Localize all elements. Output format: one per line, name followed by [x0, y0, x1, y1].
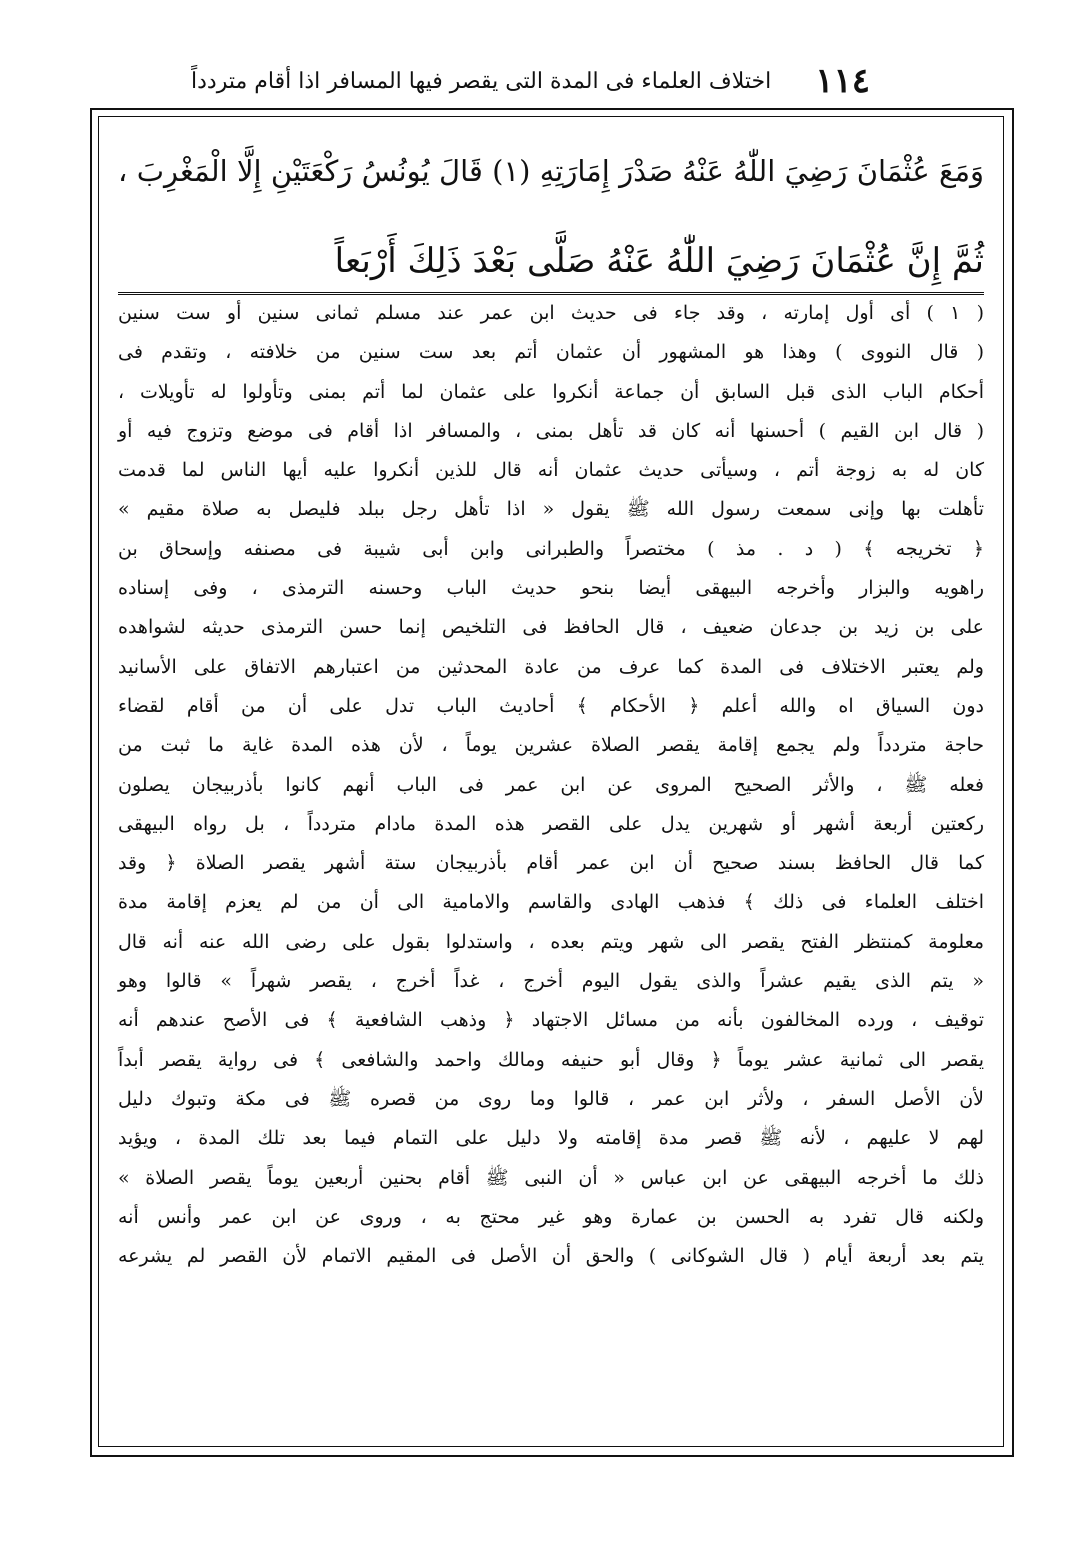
footnote-line: معلومة كمنتظر الفتح يقصر الى شهر ويتم بعده ، واستدلوا بقول على رضى الله عنه أنه قال — [118, 930, 984, 953]
footnote-line: اختلف العلماء فى ذلك ﴾ فذهب الهادى والقاسم والامامية الى أن من لم يعزم إقامة مدة — [118, 891, 984, 914]
footnote-line: على بن زيد بن جدعان ضعيف ، قال الحافظ فى التلخيص إنما حسن الترمذى حديثه لشواهده — [118, 616, 984, 639]
footnote-line: ( قال ابن القيم ) أحسنها أنه كان قد تأهل بمنى ، والمسافر اذا أقام فى موضع وتزوج فيه أو — [118, 419, 984, 442]
hadith-line: وَمَعَ عُثْمَانَ رَضِيَ اللّٰهُ عَنْهُ صَدْرَ إِمَارَتِهِ (١) قَالَ يُونُسُ رَكْعَتَيْنِ إِلَّا الْمَغْرِبَ ، — [118, 154, 984, 188]
footnote-line: توقيف ، ورده المخالفون بأنه من مسائل الاجتهاد ﴿ وذهب الشافعية ﴾ فى الأصح عندهم أنه — [118, 1009, 984, 1032]
footnote-line: ذلك ما أخرجه البيهقى عن ابن عباس « أن النبى ﷺ أقام بحنين أربعين يوماً يقصر الصلاة » — [118, 1166, 984, 1189]
footnote-line: راهويه والبزار وأخرجه البيهقى أيضا بنحو حديث الباب وحسنه الترمذى ، وفى إسناده — [118, 577, 984, 600]
footnote-line: ﴿ تخريجه ﴾ ( د . مذ ) مختصراً والطبرانى وابن أبى شيبة فى مصنفه وإسحاق بن — [118, 537, 984, 560]
footnote-line: فعله ﷺ ، والأثر الصحيح المروى عن ابن عمر فى الباب أنهم كانوا بأذربيجان يصلون — [118, 773, 984, 796]
hadith-text — [118, 126, 984, 306]
footnote-line: لأن الأصل السفر ، ولأثر ابن عمر ، قالوا وما روى من قصره ﷺ فى مكة وتبوك دليل — [118, 1087, 984, 1110]
footnote-line: ركعتين أربعة أشهر أو شهرين يدل على القصر هذه المدة مادام متردداً ، بل رواه البيهقى — [118, 812, 984, 835]
page-number: ١١٤ — [815, 61, 870, 101]
footnote-line: ولم يعتبر الاختلاف فى المدة كما عرف من عادة المحدثين من اعتبارهم الاتفاق على الأسانيد — [118, 655, 984, 678]
page-header — [180, 58, 870, 104]
footnote-line: لهم لا عليهم ، لأنه ﷺ قصر مدة إقامته ولا دليل على التمام فيما بعد تلك المدة ، ويؤيد — [118, 1127, 984, 1150]
footnote-line: أحكام الباب الذى قبل السابق أن جماعة أنكروا على عثمان لما أتم بمنى وتأولوا له تأويلات ، — [118, 380, 984, 403]
footnote-line: كان له به زوجة أتم ، وسيأتى حديث عثمان أنه قال للذين أنكروا عليه أيها الناس لما قدمت — [118, 459, 984, 482]
footnote-line: ولكنه قال تفرد به الحسن بن عمارة وهو غير محتج به ، وروى عن ابن عمر وأنس أنه — [118, 1205, 984, 1228]
hadith-line: ثُمَّ إِنَّ عُثْمَانَ رَضِيَ اللّٰهُ عَنْهُ صَلَّى بَعْدَ ذَلِكَ أَرْبَعاً — [334, 241, 984, 281]
footnote-line: تأهلت بها وإنى سمعت رسول الله ﷺ يقول « اذا تأهل رجل ببلد فليصل به صلاة مقيم » — [118, 498, 984, 521]
footnote-line: دون السياق اه والله أعلم ﴿ الأحكام ﴾ أحاديث الباب تدل على أن من أقام لقضاء — [118, 694, 984, 717]
footnote-line: يقصر الى ثمانية عشر يوماً ﴿ وقال أبو حنيفه ومالك واحمد والشافعى ﴾ فى رواية يقصر أبداً — [118, 1048, 984, 1071]
footnote-line: يتم بعد أربعة أيام ( قال الشوكانى ) والحق أن الأصل فى المقيم الاتمام لأن القصر لم يشرعه — [118, 1245, 984, 1268]
footnote-line: كما قال الحافظ بسند صحيح أن ابن عمر أقام بأذربيجان ستة أشهر يقصر الصلاة ﴿ وقد — [118, 852, 984, 875]
footnote-line: ( ١ ) أى أول إمارته ، وقد جاء فى حديث ابن عمر عند مسلم ثمانى سنين أو ست سنين — [118, 302, 985, 324]
running-title: اختلاف العلماء فى المدة التى يقصر فيها المسافر اذا أقام متردداً — [191, 68, 772, 94]
footnote-line: حاجة متردداً ولم يجمع إقامة يقصر الصلاة عشرين يوماً ، لأن هذه المدة غاية ما ثبت من — [118, 734, 984, 757]
footnote-line: ( قال النووى ) وهذا هو المشهور أن عثمان أتم بعد ست سنين من خلافته ، وتقدم فى — [118, 341, 984, 364]
footnote-line: « يتم الذى يقيم عشراً والذى يقول اليوم أخرج ، غداً أخرج ، يقصر شهراً » قالوا وهو — [118, 970, 984, 993]
footnotes — [118, 294, 984, 1276]
